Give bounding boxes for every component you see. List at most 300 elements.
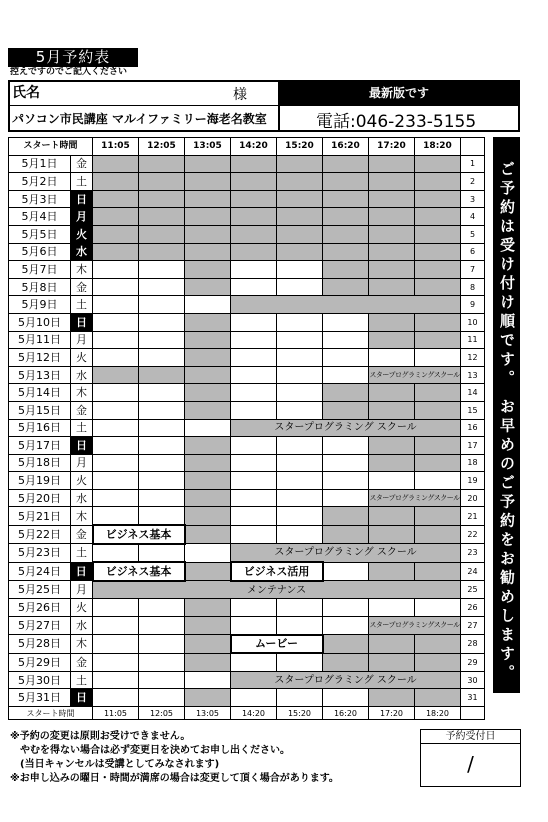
slot-open[interactable] bbox=[139, 313, 185, 331]
dow-cell: 金 bbox=[71, 278, 93, 296]
receipt-date-value[interactable]: / bbox=[467, 752, 474, 776]
date-cell: 5月20日 bbox=[9, 489, 71, 507]
slot-open[interactable] bbox=[277, 313, 323, 331]
slot-full bbox=[277, 243, 323, 261]
table-row bbox=[9, 544, 485, 563]
time-header-row bbox=[9, 138, 485, 156]
slot-open[interactable] bbox=[277, 331, 323, 349]
slot-open[interactable] bbox=[93, 278, 139, 296]
slot-full bbox=[415, 507, 461, 525]
slot-full bbox=[231, 155, 277, 173]
slot-full bbox=[415, 313, 461, 331]
subtitle: 控えですのでご記入ください bbox=[10, 67, 128, 77]
slot-full bbox=[185, 261, 231, 279]
date-cell: 5月8日 bbox=[9, 278, 71, 296]
phone-number: 電話:046-233-5155 bbox=[316, 112, 477, 132]
slot-full bbox=[185, 437, 231, 455]
slot-full bbox=[415, 653, 461, 671]
slot-open[interactable] bbox=[139, 349, 185, 367]
slot-open[interactable] bbox=[93, 261, 139, 279]
row-number: 29 bbox=[461, 653, 485, 671]
slot-open[interactable] bbox=[277, 401, 323, 419]
slot-full bbox=[139, 225, 185, 243]
slot-open[interactable] bbox=[369, 472, 415, 490]
slot-open[interactable] bbox=[93, 313, 139, 331]
slot-open[interactable] bbox=[231, 261, 277, 279]
slot-open[interactable] bbox=[231, 653, 277, 671]
corner-label: スタート時間 bbox=[9, 138, 93, 156]
time-header: 14:20 bbox=[231, 138, 277, 156]
date-cell: 5月26日 bbox=[9, 599, 71, 617]
dow-cell: 土 bbox=[71, 419, 93, 437]
row-number: 13 bbox=[461, 366, 485, 384]
slot-open[interactable] bbox=[277, 599, 323, 617]
slot-open[interactable] bbox=[415, 472, 461, 490]
dow-cell: 月 bbox=[71, 331, 93, 349]
star-programming-event: スタープログラミングスクール bbox=[369, 366, 461, 384]
date-cell: 5月28日 bbox=[9, 635, 71, 654]
date-cell: 5月11日 bbox=[9, 331, 71, 349]
slot-open[interactable] bbox=[277, 489, 323, 507]
slot-full bbox=[369, 401, 415, 419]
row-number: 16 bbox=[461, 419, 485, 437]
slot-open[interactable] bbox=[231, 384, 277, 402]
slot-full bbox=[185, 366, 231, 384]
date-cell: 5月23日 bbox=[9, 544, 71, 563]
slot-open[interactable] bbox=[139, 437, 185, 455]
date-cell: 5月5日 bbox=[9, 225, 71, 243]
slot-open[interactable] bbox=[231, 349, 277, 367]
dow-cell: 日 bbox=[71, 689, 93, 707]
slot-open[interactable] bbox=[93, 653, 139, 671]
table-row bbox=[9, 454, 485, 472]
slot-full bbox=[185, 190, 231, 208]
table-row bbox=[9, 261, 485, 279]
slot-full bbox=[231, 208, 277, 226]
slot-open[interactable] bbox=[323, 349, 369, 367]
date-cell: 5月19日 bbox=[9, 472, 71, 490]
slot-open[interactable] bbox=[277, 366, 323, 384]
table-row bbox=[9, 208, 485, 226]
slot-open[interactable] bbox=[323, 313, 369, 331]
dow-cell: 日 bbox=[71, 190, 93, 208]
slot-open[interactable] bbox=[93, 349, 139, 367]
slot-open[interactable] bbox=[369, 349, 415, 367]
slot-full bbox=[415, 635, 461, 654]
slot-open[interactable] bbox=[139, 384, 185, 402]
row-number: 1 bbox=[461, 155, 485, 173]
row-number: 10 bbox=[461, 313, 485, 331]
date-cell: 5月24日 bbox=[9, 562, 71, 581]
slot-open[interactable] bbox=[231, 401, 277, 419]
slot-full bbox=[369, 155, 415, 173]
slot-full bbox=[185, 599, 231, 617]
movie-event: ムービー bbox=[231, 635, 323, 654]
slot-open[interactable] bbox=[185, 419, 231, 437]
date-cell: 5月9日 bbox=[9, 296, 71, 314]
row-number: 28 bbox=[461, 635, 485, 654]
slot-full bbox=[415, 208, 461, 226]
row-number: 9 bbox=[461, 296, 485, 314]
date-cell: 5月4日 bbox=[9, 208, 71, 226]
slot-full bbox=[185, 384, 231, 402]
slot-open[interactable] bbox=[323, 599, 369, 617]
time-header: 16:20 bbox=[323, 138, 369, 156]
slot-open[interactable] bbox=[323, 489, 369, 507]
slot-full bbox=[93, 225, 139, 243]
slot-full bbox=[231, 225, 277, 243]
slot-open[interactable] bbox=[93, 635, 139, 654]
slot-open[interactable] bbox=[231, 525, 277, 544]
row-number: 6 bbox=[461, 243, 485, 261]
date-cell: 5月27日 bbox=[9, 617, 71, 635]
slot-full bbox=[323, 401, 369, 419]
slot-full bbox=[369, 225, 415, 243]
date-cell: 5月2日 bbox=[9, 173, 71, 191]
latest-version-badge: 最新版です bbox=[278, 80, 520, 106]
slot-full bbox=[231, 243, 277, 261]
slot-full bbox=[323, 261, 369, 279]
table-row bbox=[9, 437, 485, 455]
slot-full bbox=[415, 155, 461, 173]
slot-full bbox=[323, 653, 369, 671]
date-cell: 5月30日 bbox=[9, 671, 71, 689]
slot-full bbox=[231, 190, 277, 208]
slot-open[interactable] bbox=[231, 489, 277, 507]
business-apply-event: ビジネス活用 bbox=[231, 562, 323, 581]
slot-full bbox=[277, 155, 323, 173]
table-row bbox=[9, 617, 485, 635]
row-number: 22 bbox=[461, 525, 485, 544]
slot-full bbox=[185, 173, 231, 191]
slot-open[interactable] bbox=[139, 278, 185, 296]
dow-cell: 水 bbox=[71, 243, 93, 261]
slot-full bbox=[93, 208, 139, 226]
row-number: 17 bbox=[461, 437, 485, 455]
time-footer-row bbox=[9, 707, 485, 720]
slot-open[interactable] bbox=[369, 599, 415, 617]
slot-full bbox=[185, 225, 231, 243]
table-row bbox=[9, 296, 485, 314]
receipt-date-box bbox=[420, 729, 521, 787]
table-row bbox=[9, 507, 485, 525]
schedule-table bbox=[8, 137, 485, 720]
slot-open[interactable] bbox=[139, 489, 185, 507]
row-number: 31 bbox=[461, 689, 485, 707]
dow-cell: 土 bbox=[71, 671, 93, 689]
date-cell: 5月22日 bbox=[9, 525, 71, 544]
slot-open[interactable] bbox=[139, 331, 185, 349]
table-row bbox=[9, 155, 485, 173]
slot-full bbox=[369, 437, 415, 455]
slot-full bbox=[231, 296, 461, 314]
row-number: 26 bbox=[461, 599, 485, 617]
date-cell: 5月14日 bbox=[9, 384, 71, 402]
slot-full bbox=[277, 225, 323, 243]
slot-full bbox=[369, 173, 415, 191]
slot-open[interactable] bbox=[231, 437, 277, 455]
slot-full bbox=[185, 208, 231, 226]
slot-open[interactable] bbox=[139, 544, 185, 563]
slot-full bbox=[369, 635, 415, 654]
slot-open[interactable] bbox=[139, 401, 185, 419]
table-row bbox=[9, 689, 485, 707]
slot-open[interactable] bbox=[93, 544, 139, 563]
table-row bbox=[9, 562, 485, 581]
slot-open[interactable] bbox=[93, 472, 139, 490]
row-number: 23 bbox=[461, 544, 485, 563]
slot-full bbox=[369, 313, 415, 331]
slot-open[interactable] bbox=[231, 689, 277, 707]
slot-full bbox=[139, 366, 185, 384]
slot-open[interactable] bbox=[139, 617, 185, 635]
row-number: 20 bbox=[461, 489, 485, 507]
slot-open[interactable] bbox=[277, 617, 323, 635]
date-cell: 5月13日 bbox=[9, 366, 71, 384]
slot-full bbox=[369, 278, 415, 296]
slot-full bbox=[93, 243, 139, 261]
slot-full bbox=[323, 243, 369, 261]
slot-full bbox=[415, 401, 461, 419]
slot-open[interactable] bbox=[323, 689, 369, 707]
slot-full bbox=[323, 173, 369, 191]
slot-open[interactable] bbox=[277, 278, 323, 296]
row-number: 11 bbox=[461, 331, 485, 349]
slot-open[interactable] bbox=[93, 671, 139, 689]
slot-full bbox=[93, 173, 139, 191]
slot-full bbox=[277, 208, 323, 226]
slot-full bbox=[323, 278, 369, 296]
slot-open[interactable] bbox=[323, 472, 369, 490]
slot-open[interactable] bbox=[93, 454, 139, 472]
dow-cell: 日 bbox=[71, 313, 93, 331]
slot-open[interactable] bbox=[323, 454, 369, 472]
date-cell: 5月15日 bbox=[9, 401, 71, 419]
slot-open[interactable] bbox=[93, 401, 139, 419]
slot-open[interactable] bbox=[277, 689, 323, 707]
dow-cell: 金 bbox=[71, 525, 93, 544]
slot-open[interactable] bbox=[231, 313, 277, 331]
slot-full bbox=[231, 173, 277, 191]
table-row bbox=[9, 173, 485, 191]
slot-full bbox=[185, 689, 231, 707]
slot-open[interactable] bbox=[139, 653, 185, 671]
note-line: ※予約の変更は原則お受けできません。 bbox=[10, 731, 191, 742]
date-cell: 5月1日 bbox=[9, 155, 71, 173]
time-header: 13:05 bbox=[185, 138, 231, 156]
time-footer: 16:20 bbox=[323, 707, 369, 720]
slot-full bbox=[185, 525, 231, 544]
slot-open[interactable] bbox=[231, 454, 277, 472]
date-cell: 5月16日 bbox=[9, 419, 71, 437]
dow-cell: 火 bbox=[71, 225, 93, 243]
slot-open[interactable] bbox=[93, 419, 139, 437]
dow-cell: 水 bbox=[71, 366, 93, 384]
star-programming-event: スタープログラミング スクール bbox=[231, 544, 461, 563]
footer-blank bbox=[461, 707, 485, 720]
slot-full bbox=[277, 173, 323, 191]
slot-full bbox=[369, 525, 415, 544]
date-cell: 5月21日 bbox=[9, 507, 71, 525]
time-header: 17:20 bbox=[369, 138, 415, 156]
date-cell: 5月31日 bbox=[9, 689, 71, 707]
slot-open[interactable] bbox=[277, 384, 323, 402]
slot-full bbox=[185, 489, 231, 507]
slot-full bbox=[415, 225, 461, 243]
dow-cell: 土 bbox=[71, 296, 93, 314]
row-number: 12 bbox=[461, 349, 485, 367]
slot-full bbox=[323, 525, 369, 544]
slot-open[interactable] bbox=[185, 544, 231, 563]
dow-cell: 木 bbox=[71, 507, 93, 525]
slot-open[interactable] bbox=[231, 278, 277, 296]
slot-open[interactable] bbox=[93, 489, 139, 507]
page-title: 5月予約表 bbox=[8, 48, 138, 67]
dow-cell: 火 bbox=[71, 599, 93, 617]
slot-open[interactable] bbox=[93, 689, 139, 707]
header-divider-vertical bbox=[278, 106, 280, 132]
date-cell: 5月12日 bbox=[9, 349, 71, 367]
slot-open[interactable] bbox=[231, 366, 277, 384]
row-number: 8 bbox=[461, 278, 485, 296]
header-divider bbox=[8, 105, 278, 106]
row-number: 3 bbox=[461, 190, 485, 208]
dow-cell: 金 bbox=[71, 401, 93, 419]
table-row bbox=[9, 653, 485, 671]
slot-open[interactable] bbox=[277, 507, 323, 525]
row-number: 4 bbox=[461, 208, 485, 226]
row-number: 19 bbox=[461, 472, 485, 490]
business-basic-event: ビジネス基本 bbox=[93, 525, 185, 544]
slot-open[interactable] bbox=[93, 437, 139, 455]
slot-full bbox=[415, 454, 461, 472]
slot-open[interactable] bbox=[93, 384, 139, 402]
date-cell: 5月17日 bbox=[9, 437, 71, 455]
date-cell: 5月29日 bbox=[9, 653, 71, 671]
slot-full bbox=[139, 173, 185, 191]
slot-open[interactable] bbox=[139, 419, 185, 437]
star-programming-event: スタープログラミングスクール bbox=[369, 489, 461, 507]
slot-open[interactable] bbox=[415, 349, 461, 367]
slot-open[interactable] bbox=[139, 472, 185, 490]
table-row bbox=[9, 671, 485, 689]
row-number: 18 bbox=[461, 454, 485, 472]
slot-open[interactable] bbox=[323, 366, 369, 384]
slot-full bbox=[369, 653, 415, 671]
table-row bbox=[9, 384, 485, 402]
star-programming-event: スタープログラミング スクール bbox=[231, 419, 461, 437]
time-header: 18:20 bbox=[415, 138, 461, 156]
slot-open[interactable] bbox=[277, 349, 323, 367]
slot-open[interactable] bbox=[139, 671, 185, 689]
dow-cell: 金 bbox=[71, 653, 93, 671]
slot-full bbox=[369, 261, 415, 279]
slot-open[interactable] bbox=[323, 617, 369, 635]
time-footer: 17:20 bbox=[369, 707, 415, 720]
slot-open[interactable] bbox=[415, 599, 461, 617]
slot-full bbox=[323, 635, 369, 654]
slot-full bbox=[185, 617, 231, 635]
slot-full bbox=[323, 225, 369, 243]
slot-open[interactable] bbox=[231, 331, 277, 349]
name-label: 氏名 bbox=[12, 85, 40, 101]
slot-open[interactable] bbox=[231, 507, 277, 525]
table-row bbox=[9, 313, 485, 331]
slot-full bbox=[369, 331, 415, 349]
slot-open[interactable] bbox=[139, 454, 185, 472]
dow-cell: 水 bbox=[71, 489, 93, 507]
dow-cell: 日 bbox=[71, 437, 93, 455]
dow-cell: 火 bbox=[71, 349, 93, 367]
slot-open[interactable] bbox=[139, 599, 185, 617]
slot-open[interactable] bbox=[277, 525, 323, 544]
slot-open[interactable] bbox=[277, 261, 323, 279]
slot-full bbox=[185, 155, 231, 173]
table-row bbox=[9, 243, 485, 261]
slot-full bbox=[415, 173, 461, 191]
slot-open[interactable] bbox=[277, 472, 323, 490]
slot-full bbox=[185, 454, 231, 472]
slot-open[interactable] bbox=[185, 296, 231, 314]
slot-full bbox=[185, 562, 231, 581]
slot-full bbox=[323, 155, 369, 173]
slot-full bbox=[93, 366, 139, 384]
slot-open[interactable] bbox=[139, 507, 185, 525]
slot-full bbox=[415, 562, 461, 581]
slot-open[interactable] bbox=[231, 472, 277, 490]
maintenance-event: メンテナンス bbox=[93, 581, 461, 599]
slot-open[interactable] bbox=[93, 296, 139, 314]
slot-open[interactable] bbox=[93, 507, 139, 525]
table-row bbox=[9, 489, 485, 507]
slot-open[interactable] bbox=[139, 689, 185, 707]
slot-open[interactable] bbox=[231, 599, 277, 617]
slot-open[interactable] bbox=[323, 562, 369, 581]
reservation-notice: ご予約は受け付け順です。 お早めのご予約をお勧めします。 bbox=[493, 137, 520, 693]
slot-full bbox=[369, 454, 415, 472]
slot-open[interactable] bbox=[323, 437, 369, 455]
date-cell: 5月25日 bbox=[9, 581, 71, 599]
slot-full bbox=[415, 384, 461, 402]
slot-open[interactable] bbox=[323, 331, 369, 349]
slot-open[interactable] bbox=[277, 653, 323, 671]
date-cell: 5月3日 bbox=[9, 190, 71, 208]
row-number: 24 bbox=[461, 562, 485, 581]
slot-open[interactable] bbox=[231, 617, 277, 635]
slot-full bbox=[185, 635, 231, 654]
slot-open[interactable] bbox=[93, 599, 139, 617]
notes bbox=[10, 730, 339, 786]
row-number: 27 bbox=[461, 617, 485, 635]
slot-full bbox=[93, 155, 139, 173]
slot-full bbox=[369, 208, 415, 226]
slot-open[interactable] bbox=[277, 437, 323, 455]
slot-open[interactable] bbox=[185, 671, 231, 689]
slot-open[interactable] bbox=[139, 261, 185, 279]
slot-full bbox=[415, 331, 461, 349]
time-footer: 15:20 bbox=[277, 707, 323, 720]
dow-cell: 木 bbox=[71, 635, 93, 654]
note-line: (当日キャンセルは受講としてみなされます) bbox=[10, 759, 220, 770]
slot-full bbox=[185, 653, 231, 671]
slot-open[interactable] bbox=[93, 331, 139, 349]
slot-full bbox=[139, 243, 185, 261]
slot-open[interactable] bbox=[139, 296, 185, 314]
slot-open[interactable] bbox=[139, 635, 185, 654]
slot-open[interactable] bbox=[93, 617, 139, 635]
table-row bbox=[9, 581, 485, 599]
slot-open[interactable] bbox=[277, 454, 323, 472]
